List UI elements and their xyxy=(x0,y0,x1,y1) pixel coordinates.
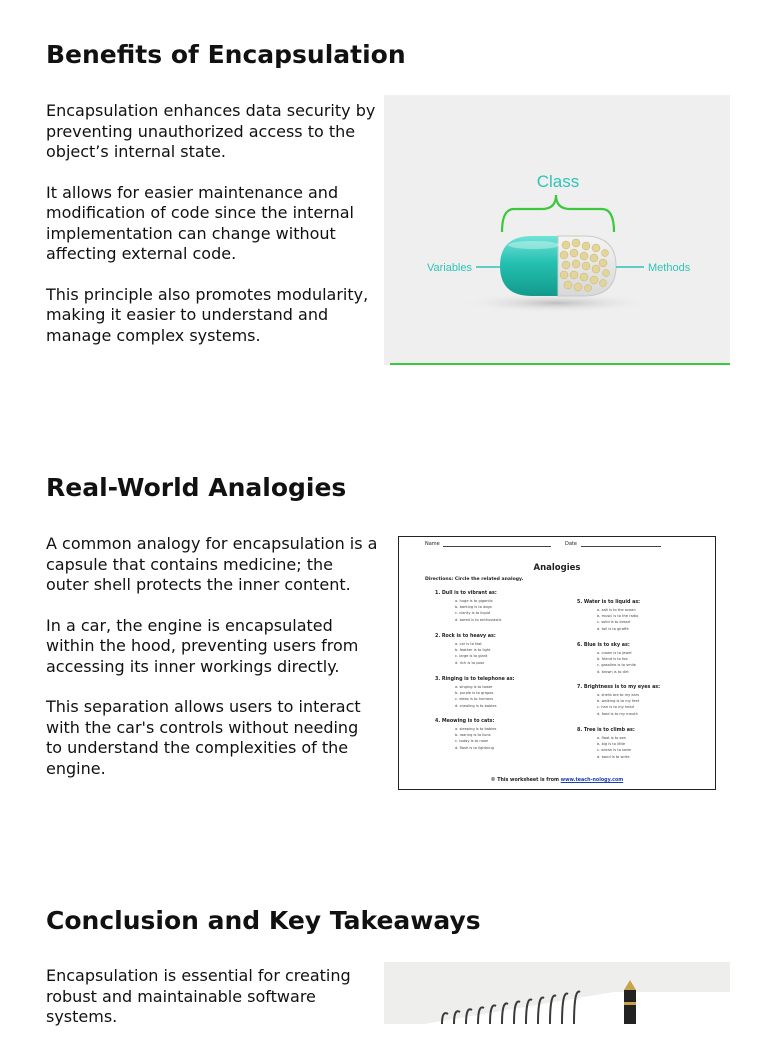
section-text xyxy=(46,966,378,1048)
notebook-pen-photo xyxy=(384,962,730,1024)
answer-option: b. big is to little xyxy=(597,742,626,747)
answer-option: a. float is to sea xyxy=(597,736,626,740)
section-heading: Conclusion and Key Takeaways xyxy=(46,906,481,935)
class-label: Class xyxy=(536,172,580,191)
paragraph: It allows for easier maintenance and modification of code since the internal implementation can change without affecting external code. xyxy=(46,182,354,263)
answer-option: b. friend is to foe xyxy=(597,657,628,662)
question-text: 1. Dull is to vibrant as: xyxy=(435,591,497,596)
worksheet-question xyxy=(435,634,575,666)
answer-option: d. flash is to lightning xyxy=(455,745,494,750)
answer-option: d. band is to write xyxy=(597,754,630,759)
answer-option: c. clarity is to liquid xyxy=(455,611,491,616)
paragraph: This separation allows users to interact with the car's controls without needing to understand the complexities of the engine. xyxy=(46,697,361,778)
worksheet-question xyxy=(577,685,716,717)
answer-option: c. hair is to my head xyxy=(597,705,634,710)
answer-option: a. crown is to jewel xyxy=(597,651,632,655)
section-heading: Benefits of Encapsulation xyxy=(46,40,406,69)
answer-option: d. brown is to dirt xyxy=(597,669,629,674)
answer-option: a. car is to fast xyxy=(455,642,482,646)
answer-option: a. salt is to the ocean xyxy=(597,608,636,612)
paragraph: Encapsulation enhances data security by preventing unauthorized access to the object’s internal state. xyxy=(46,101,376,161)
worksheet-question xyxy=(577,643,716,675)
answer-option: b. music is to the radio xyxy=(597,614,639,619)
worksheet-question xyxy=(435,591,575,623)
worksheet-date-label: Date xyxy=(565,541,577,547)
answer-option: d. food is to my mouth xyxy=(597,711,638,716)
question-text: 2. Rock is to heavy as: xyxy=(435,634,496,639)
date-line xyxy=(581,546,661,547)
section-text xyxy=(46,534,378,799)
question-text: 7. Brightness is to my eyes as: xyxy=(577,685,661,690)
section-heading: Real-World Analogies xyxy=(46,473,347,502)
paragraph: Encapsulation is essential for creating robust and maintainable software systems. xyxy=(46,966,351,1026)
methods-label: Methods xyxy=(648,262,691,274)
worksheet-question xyxy=(577,600,716,632)
answer-option: d. tall is to giraffe xyxy=(597,626,629,631)
divider-line xyxy=(390,363,730,365)
answer-option: b. walking is to my feet xyxy=(597,699,640,704)
answer-option: d. rich is to poor xyxy=(455,660,485,665)
paragraph: This principle also promotes modularity, making it easier to understand and manage complex systems. xyxy=(46,284,369,345)
answer-option: b. roaring is to lions xyxy=(455,733,491,738)
answer-option: a. huge is to gigantic xyxy=(455,599,493,603)
name-line xyxy=(443,546,551,547)
worksheet-question xyxy=(435,677,575,709)
question-text: 4. Meowing is to cats: xyxy=(435,719,495,724)
worksheet-directions: Directions: Circle the related analogy. xyxy=(425,577,524,582)
analogies-worksheet xyxy=(398,536,716,790)
answer-option: d. crawling is to babies xyxy=(455,703,497,708)
capsule-illustration xyxy=(384,95,730,365)
answer-option: c. solid is to bread xyxy=(597,620,630,625)
notebook-illustration xyxy=(384,962,730,1024)
worksheet-title: Analogies xyxy=(533,563,581,573)
question-text: 3. Ringing is to telephone as: xyxy=(435,677,515,682)
footer-text: © This worksheet is from xyxy=(490,778,559,783)
answer-option: b. purple is to grapes xyxy=(455,691,494,696)
answer-option: a. sleeping is to babies xyxy=(455,727,497,731)
worksheet-question xyxy=(435,719,575,751)
question-text: 8. Tree is to climb as: xyxy=(577,728,635,733)
answer-option: c. ocean is to swim xyxy=(597,748,632,753)
paragraph: In a car, the engine is encapsulated within the hood, preventing users from accessing its inner workings directly. xyxy=(46,615,359,676)
answer-option: a. singing is to tower xyxy=(455,685,493,689)
answer-option: b. barking is to dogs xyxy=(455,605,492,610)
answer-option: c. large is to giant xyxy=(455,654,488,659)
answer-option: b. feather is to light xyxy=(455,648,491,653)
worksheet-footer xyxy=(399,778,715,783)
worksheet-question xyxy=(577,728,716,760)
answer-option: c. sleep is to humans xyxy=(455,697,494,702)
footer-link[interactable]: www.teach-nology.com xyxy=(560,778,624,783)
section-text xyxy=(46,101,378,366)
paragraph: A common analogy for encapsulation is a capsule that contains medicine; the outer shell protects the inner content. xyxy=(46,534,378,594)
worksheet-name-label: Name xyxy=(425,541,440,547)
answer-option: c. gasoline is to smile xyxy=(597,663,636,668)
answer-option: a. shells are to my ears xyxy=(597,693,640,697)
question-text: 6. Blue is to sky as: xyxy=(577,643,630,648)
capsule-class-figure xyxy=(384,95,730,365)
answer-option: d. bored is to enthusiastic xyxy=(455,617,502,622)
question-text: 5. Water is to liquid as: xyxy=(577,600,641,605)
section-conclusion xyxy=(46,906,736,1026)
variables-label: Variables xyxy=(426,262,472,274)
answer-option: c. today is to noon xyxy=(455,739,489,744)
